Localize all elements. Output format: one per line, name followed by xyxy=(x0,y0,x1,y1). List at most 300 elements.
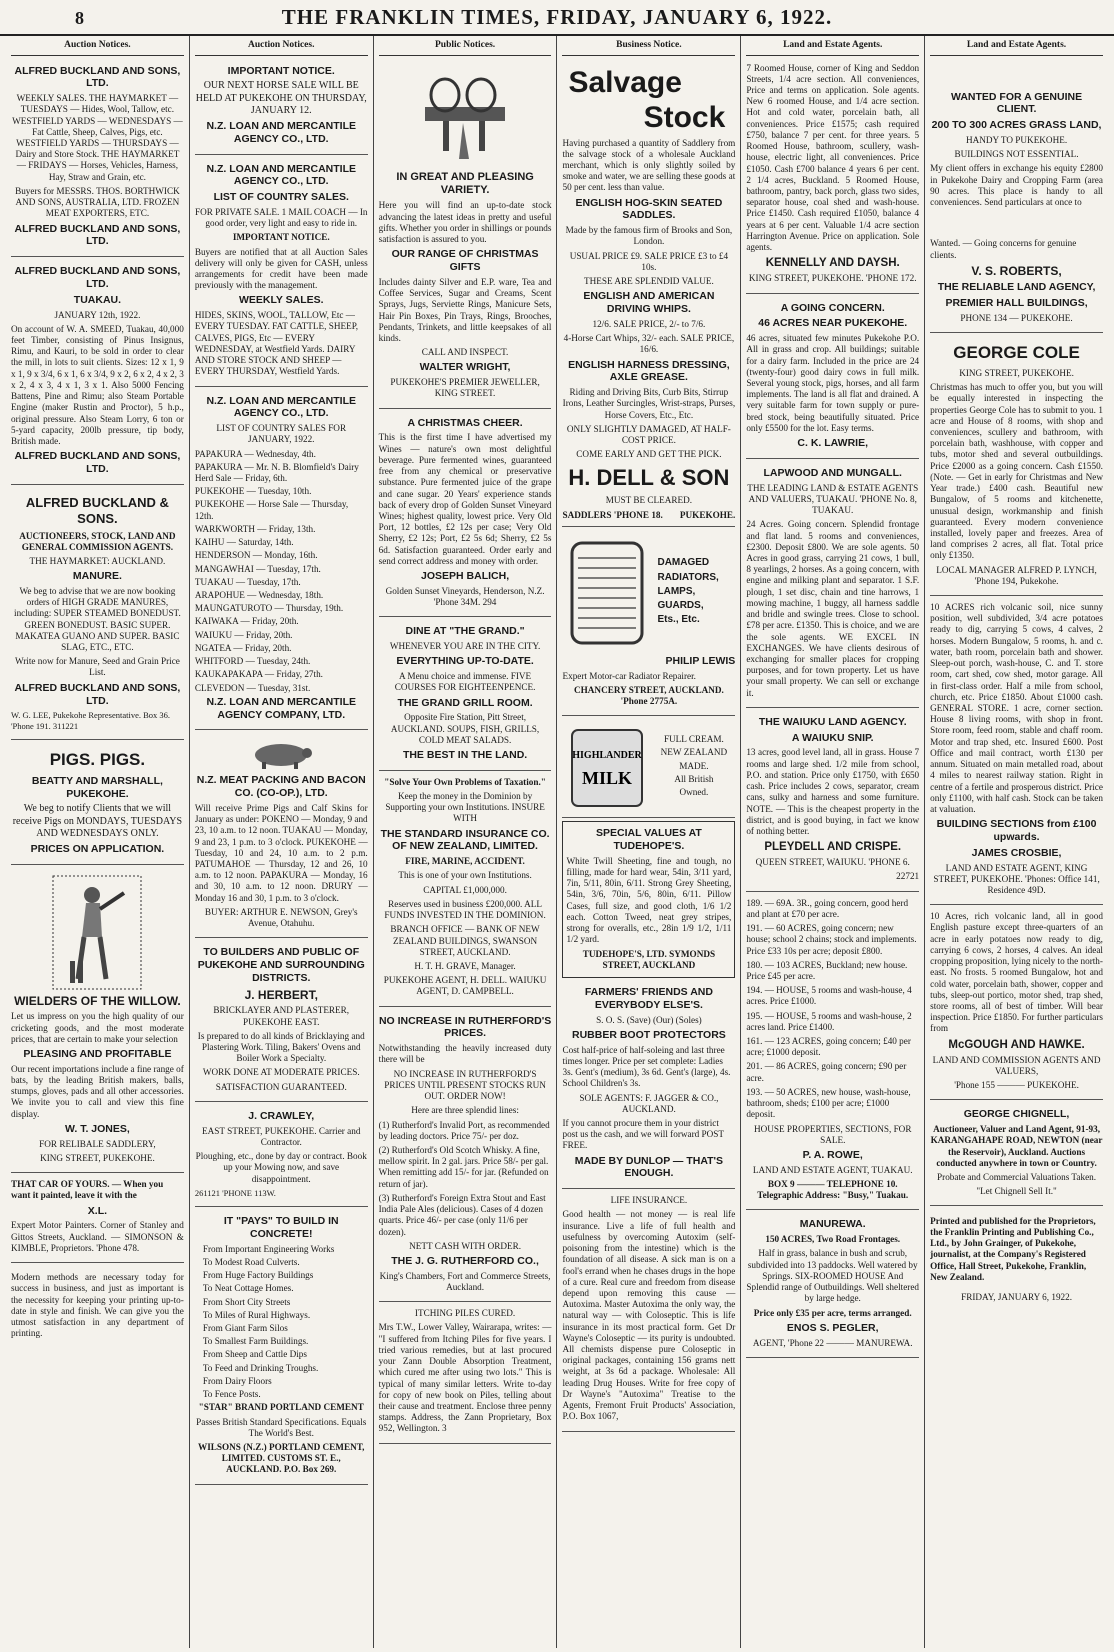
list-item: 193. — 50 ACRES, new house, wash-house, bathroom, sheds; £100 per acre; £1000 deposit. xyxy=(746,1086,911,1120)
ad-body: We beg to notify Clients that we will receive Pigs on MONDAYS, TUESDAYS AND WEDNESDAYS ONLY. xyxy=(12,803,183,839)
mcgough-ad xyxy=(930,908,1103,1100)
list-item: KAIHU — Saturday, 14th. xyxy=(194,537,294,548)
list-item: (1) Rutherford's Invalid Port, as recommended by leading doctors. Price 75/- per doz. xyxy=(378,1119,550,1141)
column-land-agents-2 xyxy=(925,36,1108,1648)
ad-signature: THE J. G. RUTHERFORD CO., xyxy=(391,1254,539,1267)
list-item: KAIWAKA — Friday, 20th. xyxy=(194,616,299,627)
ad-branch: BRANCH OFFICE — BANK OF NEW ZEALAND BUILDINGS, SWANSON STREET, AUCKLAND. xyxy=(390,924,540,957)
meat-packing-ad xyxy=(195,733,368,938)
ad-body: Buyers are notified that at all Auction Sales delivery will only be given for CASH, unless arrangements for credit have been made previously with the management. xyxy=(194,246,368,291)
milk-list xyxy=(652,734,735,800)
ad-address: Opposite Fire Station, Pitt Street, AUCKLAND. SOUPS, FISH, GRILLS, COLD MEAT SALADS. xyxy=(390,712,540,745)
list-item: NEW ZEALAND xyxy=(660,747,728,758)
list-item: FULL CREAM. xyxy=(663,734,724,745)
milk-ad xyxy=(562,719,735,818)
column-business-notice xyxy=(557,36,741,1648)
list-item: WARKWORTH — Friday, 13th. xyxy=(194,523,316,534)
list-item: 189. — 69A. 3R., going concern, good herd and plant at £70 per acre. xyxy=(746,897,909,919)
ad-ref: 22721 xyxy=(896,871,920,882)
stock-heading: Stock xyxy=(643,101,726,135)
ad-body: Expert Motor Painters. Corner of Stanley and Gittos Streets, Auckland. — SIMONSON & KIMBLE, Proprietors. 'Phone 478. xyxy=(11,1220,184,1253)
ad-firm: BEATTY AND MARSHALL, PUKEKOHE. xyxy=(31,774,163,800)
ad-body: Is prepared to do all kinds of Bricklaying and Plastering Work. Tiling, Bakers' Ovens and Boiler Work a Specialty. xyxy=(197,1030,365,1064)
cricketer-illustration xyxy=(52,875,142,990)
ad-building: PREMIER HALL BUILDINGS, xyxy=(945,297,1088,310)
column-header: Public Notices. xyxy=(379,36,552,56)
ad-heading: ENGLISH AND AMERICAN DRIVING WHIPS. xyxy=(583,290,715,316)
ad-signature: WILSONS (N.Z.) PORTLAND CEMENT, LIMITED. CUSTOMS ST. E., AUCKLAND. P.O. Box 269. xyxy=(198,1442,365,1475)
ad-company: THE STANDARD INSURANCE CO. OF NEW ZEALAND, LIMITED. xyxy=(380,827,550,853)
ad-body: Passes British Standard Specifications. Equals The World's Best. xyxy=(196,1416,367,1438)
ad-body: This is the first time I have advertised my Wines — nature's own most delightful beverage. Pure fermented wines, guaranteed free from any chemical or preservative substance. Pure fermented juice of the grape and cane sugar. 20 Years' experience stands back of every drop of Golden Sunset Vineyard Wines; highest quality, lowest price. Very Old Port, 12 bottles, £2 12s per case; Very Old Sherry, £2 12s; Port, £2 5s 6d; Sherry, £2 5s 6d. Satisfaction guaranteed. Order early and send correct address and money with order. xyxy=(378,432,552,566)
ad-slogan: "Let Chignell Sell It." xyxy=(976,1186,1057,1197)
list-item: 180. — 103 ACRES, Buckland; new house. Price £45 per acre. xyxy=(746,959,908,981)
radiator-illustration xyxy=(562,533,657,653)
ad-address: King's Chambers, Fort and Commerce Streets, Auckland. xyxy=(379,1270,551,1292)
ad-wanted: Wanted. — Going concerns for genuine clients. xyxy=(930,238,1077,260)
ad-body: OUR NEXT HORSE SALE WILL BE HELD AT PUKEKOHE ON THURSDAY, JANUARY 12. xyxy=(195,80,367,116)
ad-value: THESE ARE SPLENDID VALUE. xyxy=(583,276,714,287)
column-header: Auction Notices. xyxy=(11,36,184,56)
ad-properties: HOUSE PROPERTIES, SECTIONS, FOR SALE. xyxy=(754,1123,912,1145)
ad-body: Will receive Prime Pigs and Calf Skins for January as under: POKENO — Monday, 9 and 23, 10 a.m. to 12 noon. TUAKAU — Monday, 9 and 23, 1 p.m. to 3 o'clock. PUKEKOHE — Tuesday, 10 and 24, 10 a.m. to 2 p.m. PATUMAHOE — Thursday, 12 and 26, 10 a.m. to 12 noon. PAPAKURA — Monday, 16 and 30, 10 a.m. to 12 noon. DRURY — Monday 16 and 30, 1 p.m. to 3 o'clock. xyxy=(194,802,368,903)
ad-title: TO BUILDERS AND PUBLIC OF PUKEKOHE AND SURROUNDING DISTRICTS. xyxy=(197,946,365,984)
ad-signature: PHILIP LEWIS xyxy=(665,654,736,667)
ad-room: THE GRAND GRILL ROOM. xyxy=(397,696,533,709)
cricket-ad xyxy=(11,868,184,1173)
ad-weekly-body: HIDES, SKINS, WOOL, TALLOW, Etc — EVERY TUESDAY. FAT CATTLE, SHEEP, CALVES, PIGS, Etc — EVERY WEDNESDAY, at Westfield Yards. DAIRY AND STORE STOCK AND SHEEP — EVERY THURSDAY, Westfield Yards. xyxy=(194,310,359,377)
ad-weekly: WEEKLY SALES. xyxy=(238,294,324,307)
ad-phone: AGENT, 'Phone 22 ——— MANUREWA. xyxy=(752,1337,913,1348)
ten-acres-ad xyxy=(930,599,1103,905)
ad-title: LAPWOOD AND MUNGALL. xyxy=(763,466,902,479)
ad-signature: V. S. ROBERTS, xyxy=(971,263,1062,278)
dell-heading: H. DELL & SON xyxy=(568,464,730,490)
carrier-ad xyxy=(195,1105,368,1207)
ad-body: 46 acres, situated few minutes Pukekohe P.O. All in grass and crop. All buildings; suitable for a dairy farm. Included in the price are 24 (twenty-four) good dairy cows in full milk. Several young stock, pigs, horses, and all farm implements. The land is all flat and drained. A very suitable farm for town supply or pure-bred stock, being beautifully situated. Price only £5500 for the lot. Easy terms. xyxy=(746,333,920,433)
ad-name: J. CRAWLEY, xyxy=(248,1109,315,1122)
masthead xyxy=(0,0,1114,36)
list-item: LAMPS, xyxy=(657,585,696,597)
ad-phone: 261121 'PHONE 113W. xyxy=(194,1187,276,1198)
ad-heading: OUR RANGE OF CHRISTMAS GIFTS xyxy=(391,248,539,274)
builders-ad xyxy=(195,941,368,1102)
list-item: From Huge Factory Buildings xyxy=(202,1270,314,1281)
tudehope-ad xyxy=(562,821,735,978)
list-item: Ets., Etc. xyxy=(657,614,700,626)
ad-body: Riding and Driving Bits, Curb Bits, Stirrup Irons, Leather Surcingles, Wrist-straps, Purses, Horse Covers, Etc., Etc. xyxy=(562,387,736,420)
ad-body: White Twill Sheeting, fine and tough, no filling, made for hard wear, 54in, 3/11 yard, 7in, 5/11, 80in, 6/11. Strong Grey Sheeting, 54in, 3/6, 70in, 5/6, 80in, 6/11. Pillow Cases, full size, and good cloth, 1/6 1/2 each. Cotton Tweed, neat grey stripes, strong for overalls, etc., 28in 1/9 1/2, 1/11 1/2 yard. xyxy=(566,855,732,945)
ad-address: QUEEN STREET, WAIUKU. 'PHONE 6. xyxy=(755,857,910,868)
ad-body: My client offers in exchange his equity £2800 in Pukekohe Dairy and Cropping Farm (area 90 acres. This place is handy to all conveniences. Send particulars at once to xyxy=(930,163,1103,208)
ad-list-heading: LIST OF COUNTRY SALES. xyxy=(213,191,349,204)
ad-place: TUAKAU. xyxy=(73,293,122,306)
ad-left: SADDLERS 'PHONE 18. xyxy=(562,509,663,520)
ad-phone: 'Phone 155 ——— PUKEKOHE. xyxy=(954,1080,1079,1091)
ad-subtitle: THE LEADING LAND & ESTATE AGENTS AND VALUERS, TUAKAU. 'PHONE No. 8, TUAKAU. xyxy=(747,482,919,516)
ad-heading: EVERYTHING UP-TO-DATE. xyxy=(396,655,534,668)
printer-imprint xyxy=(930,1216,1103,1304)
ad-title: WANTED FOR A GENUINE CLIENT. xyxy=(951,90,1083,116)
list-item: PAPAKURA — Wednesday, 4th. xyxy=(194,448,316,459)
ad-body: We beg to advise that we are now booking orders of HIGH GRADE MANURES, including: SUPER STEAMED BONEDUST. GREEN BONEDUST. BASIC SUPER. MAKATEA GUANO AND SUPER. BASIC SLAG, ETC., ETC. xyxy=(14,585,181,653)
ad-title: WIELDERS OF THE WILLOW. xyxy=(14,993,181,1008)
ad-capital: CAPITAL £1,000,000. xyxy=(423,884,507,895)
ad-manager: H. T. H. GRAVE, Manager. xyxy=(414,961,516,971)
ad-private-sale: FOR PRIVATE SALE. 1 MAIL COACH — In good order, very light and easy to ride in. xyxy=(194,206,368,229)
wine-ad xyxy=(379,412,552,618)
list-item: To Neat Cottage Homes. xyxy=(202,1283,294,1294)
going-concern-ad xyxy=(746,297,919,459)
piles-ad xyxy=(379,1305,552,1443)
ad-body: WEEKLY SALES. THE HAYMARKET — TUESDAYS — Hides, Wool, Tallow, etc. WESTFIELD YARDS — WEDNESDAYS — Fat Cattle, Sheep, Calves, Pigs, etc. WESTFIELD YARDS — THURSDAYS — Dairy and Store Stock. THE HAYMARKET — FRIDAYS — Horses, Vehicles, Harness, Hay, Straw and Grain, etc. xyxy=(12,93,183,182)
ad-signature: N.Z. LOAN AND MERCANTILE AGENCY CO., LTD. xyxy=(206,119,356,145)
ad-body: 10 Acres, rich volcanic land, all in good English pasture except three-quarters of an acre in early potatoes now ready to dig, carrying 6 cows, 2 horses, 4 calves. An ideal cropping proposition, lying nicely to the north-east. No frosts. 5 roomed Bungalow, hot and cold water, porcelain bath, shower, copper and tubs, sleep-out portico, motor shed, trap shed, store rooms, all of best of timber. Will bear inspection. Price £1850. For further particulars from xyxy=(930,911,1103,1034)
ad-signature: ALFRED BUCKLAND AND SONS, LTD. xyxy=(14,450,181,475)
ad-types: FIRE, MARINE, ACCIDENT. xyxy=(405,856,525,867)
list-item: PAPAKURA — Mr. N. B. Blomfield's Dairy Herd Sale — Friday, 6th. xyxy=(194,461,359,484)
pig-illustration xyxy=(246,740,316,770)
list-item: HENDERSON — Monday, 16th. xyxy=(194,550,318,561)
ad-title: LIFE INSURANCE. xyxy=(610,1195,688,1206)
ad-address: THE HAYMARKET: AUCKLAND. xyxy=(29,555,166,566)
ad-heading: RUBBER BOOT PROTECTORS xyxy=(571,1028,726,1041)
list-item: DAMAGED xyxy=(657,557,710,569)
rutherford-ad xyxy=(379,1010,552,1303)
salvage-heading: Salvage xyxy=(568,65,682,99)
country-sales-notice xyxy=(195,158,368,387)
list-item: From Sheep and Cattle Dips xyxy=(202,1349,307,1360)
ad-saddlery: FOR RELIBALE SADDLERY, xyxy=(39,1138,156,1149)
ad-title: ALFRED BUCKLAND AND SONS, LTD. xyxy=(14,64,181,90)
ad-title: MANUREWA. xyxy=(799,1218,866,1231)
ad-title: NO INCREASE IN RUTHERFORD'S PRICES. xyxy=(378,1014,552,1040)
ad-signature: W. T. JONES, xyxy=(65,1122,130,1135)
ad-body: 7 Roomed House, corner of King and Seddon Streets, 1/4 acre section. All conveniences, Price and terms on application. Sole agents. New 6 roomed House, and 1/4 acre section. Hot and cold water, porcelain bath, all conveniences. Price £1575; cash required £750, balance 7 per cent. for three years. 5 Roomed House, bathroom, scullery, wash-house, electric light, all conveniences. Price £1050. Cash £700 balance 4 years 6 per cent. 2 1/4 acres, Buckland. 5 Roomed House, bathroom, pantry, back porch, glass two sides, separator house, coal shed and wash-house. Price £1450. Cash required £1050, balance 4 years at 6 per cent. Valuable 1/4 acre section Harrington Avenue. Price on application. Sole agents. xyxy=(746,62,920,253)
list-item: All British xyxy=(674,773,714,784)
listings-ad xyxy=(746,895,919,1211)
ad-prices: PRICES ON APPLICATION. xyxy=(30,842,165,855)
ad-name: J. HERBERT, xyxy=(244,987,318,1002)
ad-title: McGOUGH AND HAWKE. xyxy=(948,1038,1085,1051)
list-item: WHITFORD — Tuesday, 24th. xyxy=(194,656,311,667)
list-item: RADIATORS, xyxy=(657,571,719,583)
ad-subtitle: LAND AND ESTATE AGENT, TUAKAU. xyxy=(752,1164,913,1175)
ad-subtitle: LAND AND COMMISSION AGENTS AND VALUERS, xyxy=(932,1054,1101,1076)
ad-reserves: Reserves used in business £200,000. ALL FUNDS INVESTED IN THE DOMINION. xyxy=(384,898,546,921)
ad-title: GEORGE CHIGNELL, xyxy=(963,1108,1070,1121)
list-item: From Giant Farm Silos xyxy=(202,1323,288,1334)
ad-right: PUKEKOHE. xyxy=(679,509,736,520)
ad-list-heading: LIST OF COUNTRY SALES FOR JANUARY, 1922. xyxy=(216,423,347,445)
list-item: MANGAWHAI — Tuesday, 17th. xyxy=(194,563,321,574)
ad-title: N.Z. LOAN AND MERCANTILE AGENCY CO., LTD. xyxy=(206,162,356,188)
ad-nett: NETT CASH WITH ORDER. xyxy=(409,1240,522,1251)
ad-subtitle: LAND AND ESTATE AGENT, KING STREET, PUKEKOHE. 'Phones: Office 141, Residence 49D. xyxy=(933,862,1100,896)
sos-ad xyxy=(562,981,735,1189)
ad-date: JANUARY 12th, 1922. xyxy=(54,309,141,320)
ad-body: 10 ACRES rich volcanic soil, nice sunny position, well subdivided, 3/4 acre potatoes ready to dig, carrying 5 cows, 4 calves, 2 horses. Modern Bungalow, 5 rooms, h. and c. water, bath room, porcelain bath and shower. Sleep-out porch, wash-house, C. and T. store room, cart shed, cow shed, motor garage. All in first-class order. Half a mile from school, church, etc. Price £1850. About £1000 cash. GENERAL STORE. 1 acre, corner section. House 8 living rooms, with shop in front. Store room, feed room, stable and chaff room. Motor and trap shed, etc. Insured £600. Post Office and mail contract, worth £130 per annum. Situated on main metalled road, about 4 miles to nearest railway station. Right in centre of a fertile and prosperous district. Price only £1100, with half cash. Stock can be taken at valuation. xyxy=(930,602,1103,814)
ad-body: Cost half-price of half-soleing and last three times longer. Price per set complete: Ladies 3s. Gent's (medium), 3s 6d. Gent's (large), 4s. School Children's 3s. xyxy=(562,1044,731,1089)
ad-body: Keep the money in the Dominion by Supporting your own Institutions. INSURE WITH xyxy=(385,791,545,824)
ad-body: Includes dainty Silver and E.P. ware, Tea and Coffee Services, Sugar and Creams, Scent Sprays, Jugs, Serviette Rings, Manicure Sets, Hair Pin Boxes, Pin Trays, Rings, Brooches, Pendants, Trinkets, and little keepsakes of all kinds. xyxy=(378,276,552,343)
ad-subtitle: BRICKLAYER AND PLASTERER, PUKEKOHE EAST. xyxy=(213,1005,350,1027)
radiator-ad xyxy=(562,530,735,716)
horse-sale-notice xyxy=(195,60,368,155)
ad-subtitle: 46 ACRES NEAR PUKEKOHE. xyxy=(758,317,908,330)
ad-title: ALFRED BUCKLAND & SONS. xyxy=(25,494,169,526)
ad-phone: PHONE 134 — PUKEKOHE. xyxy=(960,312,1073,323)
timber-sale-ad xyxy=(11,260,184,485)
list-item: To Feed and Drinking Troughs. xyxy=(202,1362,319,1373)
list-item: NGATEA — Friday, 20th. xyxy=(194,642,292,653)
ad-body: A Menu choice and immense. FIVE COURSES FOR EIGHTEENPENCE. xyxy=(394,671,536,693)
list-item: 201. — 86 ACRES, going concern; £90 per acre. xyxy=(746,1061,907,1083)
ad-title: IT "PAYS" TO BUILD IN CONCRETE! xyxy=(223,1215,339,1240)
list-item: PUKEKOHE — Tuesday, 10th. xyxy=(194,486,312,497)
ad-title: IN GREAT AND PLEASING VARIETY. xyxy=(396,170,534,196)
imprint-date: FRIDAY, JANUARY 6, 1922. xyxy=(961,1292,1073,1303)
column-public-notices xyxy=(374,36,558,1648)
concrete-list xyxy=(195,1244,368,1401)
milk-row xyxy=(562,722,735,812)
list-item: From Dairy Floors xyxy=(202,1375,272,1386)
ad-agents: SOLE AGENTS: F. JAGGER & CO., AUCKLAND. xyxy=(579,1092,719,1114)
ad-price: Price only £35 per acre, terms arranged. xyxy=(753,1307,912,1318)
milk-label: HIGHLANDER xyxy=(572,750,643,762)
lapwood-ad xyxy=(746,462,919,708)
ad-body: Let us impress on you the high quality of our cricketing goods, and the most moderate prices, that are certain to make your selection xyxy=(11,1011,184,1044)
ad-address: KING STREET, PUKEKOHE. 'PHONE 172. xyxy=(748,273,917,284)
ad-signature: P. A. ROWE, xyxy=(802,1149,863,1162)
ad-title: THE WAIUKU LAND AGENCY. xyxy=(758,715,907,728)
ad-title: A GOING CONCERN. xyxy=(780,301,885,314)
ad-heading: A WAIUKU SNIP. xyxy=(791,731,874,744)
ad-body: Auctioneer, Valuer and Land Agent, 91-93, KARANGAHAPE ROAD, NEWTON (near the Reservoir), Auckland. Auctions conducted anywhere in town or Country. xyxy=(930,1124,1103,1168)
ad-body: Notwithstanding the heavily increased duty there will be xyxy=(378,1043,552,1065)
ad-signature: ALFRED BUCKLAND AND SONS, LTD. xyxy=(14,222,181,248)
ad-cart: 4-Horse Cart Whips, 32/- each. SALE PRICE, 16/6. xyxy=(563,333,735,355)
buckland-weekly-sales-ad xyxy=(11,60,184,258)
ad-dunlop: MADE BY DUNLOP — THAT'S ENOUGH. xyxy=(574,1154,724,1180)
list-item: 191. — 60 ACRES, going concern; new house; school 2 chains; stock and implements. Price £33 10s per acre; deposit £800. xyxy=(746,923,917,956)
ad-body: Mrs T.W., Lower Valley, Wairarapa, writes: — "I suffered from Itching Piles for five years. I tried various remedies, but at last procured your Zann Double Absorption Treatment, which cured me after using two lots." This is typical of many similar letters. Write to-day for copy of new book on Piles, telling about their cause and treatment. Enclose three penny stamps. Address, the Zann Proprietary, Box 952, Wellington. 3 xyxy=(378,1322,552,1434)
ad-satisfaction: SATISFACTION GUARANTEED. xyxy=(215,1081,347,1092)
ad-title: GEORGE COLE xyxy=(953,343,1080,363)
ad-lines: Here are three splendid lines: xyxy=(411,1105,519,1116)
ad-body2: NO INCREASE IN RUTHERFORD'S PRICES UNTIL PRESENT STOCKS RUN OUT. ORDER NOW! xyxy=(384,1068,546,1102)
concrete-ad xyxy=(195,1210,368,1485)
ad-subtitle: Expert Motor-car Radiator Repairer. xyxy=(562,670,696,681)
list-item: WAIUKU — Friday, 20th. xyxy=(194,629,293,640)
ad-come: COME EARLY AND GET THE PICK. xyxy=(576,449,722,460)
ad-title: FARMERS' FRIENDS AND EVERYBODY ELSE'S. xyxy=(584,986,713,1011)
newspaper-title: THE FRANKLIN TIMES, FRIDAY, JANUARY 6, 1922. xyxy=(281,5,833,29)
pigs-ad xyxy=(11,743,184,865)
ad-signature: JOSEPH BALICH, xyxy=(421,570,510,583)
ad-body: Here you will find an up-to-date stock advancing the latest ideas in pretty and useful gifts. Whether you order in shillings or pounds satisfaction is assured to you. xyxy=(378,200,552,245)
ad-title: N.Z. LOAN AND MERCANTILE AGENCY CO., LTD. xyxy=(206,394,356,420)
list-item: To Fence Posts. xyxy=(202,1389,261,1400)
ad-body: Half in grass, balance in bush and scrub, subdivided into 13 paddocks. Well watered by Springs. SIX-ROOMED HOUSE And Splendid range of Outbuildings. Well sheltered by large hedge. xyxy=(746,1248,920,1304)
life-insurance-ad xyxy=(562,1192,735,1431)
ad-buildings: BUILDINGS NOT ESSENTIAL. xyxy=(954,149,1079,160)
ad-brand: "STAR" BRAND PORTLAND CEMENT xyxy=(198,1402,364,1413)
list-item: 195. — HOUSE, 5 rooms and wash-house, 2 acres land. Price £1400. xyxy=(746,1010,912,1032)
list-item: From Important Engineering Works xyxy=(202,1243,335,1254)
ad-title: A CHRISTMAS CHEER. xyxy=(407,416,523,429)
ad-damaged: ONLY SLIGHTLY DAMAGED, AT HALF-COST PRICE. xyxy=(566,423,731,446)
ad-body: Having purchased a quantity of Saddlery from the salvage stock of a wholesale Auckland merchant, which is only slightly soiled by smoke and water, we are selling these goods at 50 per cent. less than value. xyxy=(562,137,736,193)
ad-signature: TUDEHOPE'S, LTD. SYMONDS STREET, AUCKLAND xyxy=(582,948,716,970)
column-header: Land and Estate Agents. xyxy=(746,36,919,56)
ad-body: 24 Acres. Going concern. Splendid frontage and flat land. 5 rooms and conveniences, £2300. Deposit £800. We are sole agents. 50 Acres in good grass, carrying 21 cows, 1 bull, 8 yearlings, 2 horses. As a going concern, with engine and milking plant and separator. 1 S.F. plough, 1 set disc, chain and tine harrows, 1 mowing machine, 1 buggy, all harness saddle and bridle and swingle trees. Close to school. £78 per acre. £1350. This is choice, and we are the sole agents. WE EXCEL IN EXCHANGES. We have clients desirous of exchanging for smaller places for cropping purposes, and for town property. Let us have your small property. We can sell or exchange it. xyxy=(746,519,920,698)
ad-body: Our recent importations include a fine range of bats, by the leading British makers, balls, stumps, gloves, pads and all other accessories. We invite you to call and view this fine display. xyxy=(11,1063,184,1119)
milk-label-2: MILK xyxy=(582,768,633,789)
column-auction-notices-2 xyxy=(190,36,374,1648)
column-header: Auction Notices. xyxy=(195,36,368,56)
list-item: To Smallest Farm Buildings. xyxy=(202,1336,309,1347)
ad-body: Made by the famous firm of Brooks and Son, London. xyxy=(565,225,733,247)
ad-subtitle: AUCTIONEERS, STOCK, LAND AND GENERAL COMMISSION AGENTS. xyxy=(19,530,176,552)
ad-acres: 200 TO 300 ACRES GRASS LAND, xyxy=(931,119,1102,132)
ad-representative: W. G. LEE, Pukekohe Representative. Box 36. 'Phone 191. 311221 xyxy=(11,710,171,731)
gifts-illustration xyxy=(415,67,515,167)
ad-title: N.Z. MEAT PACKING AND BACON CO. (CO-OP.), LTD. xyxy=(196,774,366,800)
ad-post: If you cannot procure them in your district post us the cash, and we will forward POST FREE. xyxy=(562,1117,724,1151)
ad-title: KENNELLY AND DAYSH. xyxy=(765,257,900,270)
column-header: Business Notice. xyxy=(562,36,735,56)
ad-heading: ENGLISH HOG-SKIN SEATED SADDLES. xyxy=(575,196,723,222)
ad-title: IMPORTANT NOTICE. xyxy=(227,64,335,77)
ad-signature: JAMES CROSBIE, xyxy=(971,846,1062,859)
radiator-list xyxy=(657,557,718,628)
ad-call: CALL AND INSPECT. xyxy=(421,347,509,358)
list-item: CLEVEDON — Tuesday, 31st. xyxy=(194,682,311,693)
insurance-ad xyxy=(379,774,552,1007)
ad-address: EAST STREET, PUKEKOHE. Carrier and Contractor. xyxy=(202,1125,361,1147)
dell-footer xyxy=(562,510,735,521)
ad-body: On account of W. A. SMEED, Tuakau, 40,000 feet Timber, consisting of Pinus Insignus, Rimu, and Kauri, to be sold in order to clear the mill, in lots to suit clients. Sizes: 12 x 1, 9 x 1, 9 x 3/4, 6 x 1, 6 x 3/4, 9 x 2, 6 x 2, 4 x 2, 3 x 2, 4 x 3, 4 x 1, 3 x 1. Also 5000 Fencing Battens, Pine and Rimu; also Steam Portable Engine (maker Rustin and Proctor), 5 h.p., original pressure. Also Steam Lorry, 6 ton or 5-yard capacity, 200lb pressure, tip body, British made. xyxy=(11,323,184,446)
list-item: ARAPOHUE — Wednesday, 18th. xyxy=(194,590,324,600)
ad-address: KING STREET, PUKEKOHE. xyxy=(959,367,1074,378)
column-land-agents-1 xyxy=(741,36,925,1648)
george-cole-ad xyxy=(930,336,1103,596)
ad-subtitle: 150 ACRES, Two Road Frontages. xyxy=(765,1234,901,1245)
list-item: KAUKAPAKAPA — Friday, 27th. xyxy=(194,669,323,680)
jeweller-ad xyxy=(379,60,552,409)
ad-box: BOX 9 ——— TELEPHONE 10. Telegraphic Address: "Busy," Tuakau. xyxy=(757,1179,909,1201)
ad-probate: Probate and Commercial Valuations Taken. xyxy=(937,1172,1097,1182)
january-sales-list xyxy=(195,390,368,731)
ad-buyer: BUYER: ARTHUR E. NEWSON, Grey's Avenue, Otahuhu. xyxy=(204,906,358,929)
ad-sections: BUILDING SECTIONS from £100 upwards. xyxy=(936,818,1097,843)
manurewa-ad xyxy=(746,1213,919,1357)
ad-subtitle: THE RELIABLE LAND AGENCY, xyxy=(937,281,1096,294)
list-item: MAUNGATUROTO — Thursday, 19th. xyxy=(194,603,344,614)
ad-address: KING STREET, PUKEKOHE. xyxy=(40,1152,155,1163)
radiator-row xyxy=(562,533,735,653)
ad-agents: PUKEKOHE AGENT, H. DELL. WAIUKU AGENT, D. CAMPBELL. xyxy=(383,975,547,997)
list-item: To Miles of Rural Highways. xyxy=(202,1309,311,1320)
ad-body: Good health — not money — is real life insurance. Live a life of full health and usefulness by overcoming Autoxim (self-poisoning from the intestine) which is the foundation of all disease. A sick man is on a fool's errand when he chases drugs in the hope of a cure. Real cure and freedom from disease depend upon removing this cause — Autoxima. Master Autoxima the only way, the natural way — with Coloseptic. This is life insurance in its most practical form. Get Dr Wayne's Coloseptic — its purity is undoubted. All chemists dispense pure Coloseptic in original packages, containing 156 grams nett weight, at 3s 6d a package. Wholesale: All leading Drug Houses. Write for free copy of Dr Wayne's "Autoxima" Treatise to the Agents, Fremont Fruit Products' Association, P.O. Box 1067, xyxy=(562,1209,736,1422)
salvage-stock-ad xyxy=(562,60,735,527)
ad-heading: MANURE. xyxy=(72,570,122,583)
imprint-text: Printed and published for the Proprietors, the Franklin Printing and Publishing Co., Ltd., by John Grainger, of Pukekohe, journalist, at the Company's Registered Office, Hall Street, Pukekohe, Franklin, New Zealand. xyxy=(930,1215,1096,1282)
waiuku-ad xyxy=(746,711,919,892)
ad-signature: WALTER WRIGHT, xyxy=(419,361,511,374)
ad-buyers: Buyers for MESSRS. THOS. BORTHWICK AND SONS, AUSTRALIA, LTD. FROZEN MEAT EXPORTERS, ETC. xyxy=(15,185,180,219)
ad-letters: S. O. S. (Save) (Our) (Soles) xyxy=(596,1014,702,1025)
ad-manager: LOCAL MANAGER ALFRED P. LYNCH, 'Phone 194, Pukekohe. xyxy=(936,564,1097,586)
ad-heading: THAT CAR OF YOURS. — When you want it painted, leave it with the xyxy=(11,1179,164,1201)
grand-ad xyxy=(379,620,552,771)
ad-best: THE BEST IN THE LAND. xyxy=(402,748,528,761)
ad-work: WORK DONE AT MODERATE PRICES. xyxy=(202,1067,360,1078)
ad-own: This is one of your own Institutions. xyxy=(398,870,532,881)
ad-body: Christmas has much to offer you, but you will be equally interested in inspecting the properties George Cole has to submit to you. 1 acre and House of 8 rooms, with shop and conveniences, scullery and bathroom, with porcelain bath, washhouse, with copper and tubs, motor shed and several outbuildings. Price £2000 as a going concern. Cash £1550. (Note. — Get in early for Christmas and New Year trade.) £400 cash. Beautiful new Bungalow, of 5 rooms and kitchenette, unusual design, workmanship and finish guaranteed. Every modern convenience installed, lovely paper and freezes. Area of land comprises 2 acres, all flat. Total price only £1350. xyxy=(930,382,1103,561)
ad-title: ALFRED BUCKLAND AND SONS, LTD. xyxy=(14,265,181,290)
ad-handy: HANDY TO PUKEKOHE. xyxy=(965,134,1068,145)
printing-notice: Modern methods are necessary today for success in business, and just as important is the necessity for keeping your printing up-to-date in style and finish. We can give you the utmost satisfaction in any department of printing. xyxy=(11,1272,184,1339)
ad-body: Ploughing, etc., done by day or contract. Book up your Mowing now, and save disappointment. xyxy=(195,1151,367,1184)
list-item: GUARDS, xyxy=(657,599,704,611)
ad-brand: X.L. xyxy=(87,1204,108,1217)
ad-signature: PLEYDELL AND CRISPE. xyxy=(764,841,902,854)
ad-subtitle: WHENEVER YOU ARE IN THE CITY. xyxy=(389,641,541,652)
ad-address: CHANCERY STREET, AUCKLAND. 'Phone 2775A. xyxy=(574,684,724,707)
list-item: To Modest Road Culverts. xyxy=(202,1256,300,1267)
ad-title: "Solve Your Own Problems of Taxation." xyxy=(384,776,546,787)
ad-price: USUAL PRICE £9. SALE PRICE £3 to £4 10s. xyxy=(569,250,729,272)
manure-ad xyxy=(11,488,184,740)
ad-title: DINE AT "THE GRAND." xyxy=(405,625,525,638)
list-item: (3) Rutherford's Foreign Extra Stout and East India Pale Ales (delicious). Cases of 4 dozen quarts. Price 46/- per case (only 11/6 per dozen). xyxy=(378,1192,546,1237)
ad-title: SPECIAL VALUES AT TUDEHOPE'S. xyxy=(596,827,702,853)
car-painting-ad xyxy=(11,1176,184,1263)
ad-signature: N.Z. LOAN AND MERCANTILE AGENCY COMPANY, LTD. xyxy=(206,695,356,721)
ad-title: ITCHING PILES CURED. xyxy=(414,1308,516,1319)
list-item: 161. — 123 ACRES, going concern; £40 per acre; £1000 deposit. xyxy=(746,1036,911,1058)
ad-address: Golden Sunset Vineyards, Henderson, N.Z. 'Phone 34M. 294 xyxy=(385,585,545,608)
list-item: TUAKAU — Tuesday, 17th. xyxy=(194,576,301,587)
ad-note: Write now for Manure, Seed and Grain Price List. xyxy=(14,656,180,678)
wanted-ad xyxy=(930,60,1103,334)
list-item: From Short City Streets xyxy=(202,1296,291,1307)
kennelly-daysh-ad xyxy=(746,60,919,294)
column-header: Land and Estate Agents. xyxy=(930,36,1103,56)
ad-signature: C. K. LAWRIE, xyxy=(797,437,869,450)
ad-subtitle: PUKEKOHE'S PREMIER JEWELLER, KING STREET. xyxy=(390,377,540,399)
chignell-ad xyxy=(930,1103,1103,1206)
ad-signature: ENOS S. PEGLER, xyxy=(786,1321,879,1334)
ad-price: 12/6. SALE PRICE, 2/- to 7/6. xyxy=(592,318,706,329)
ad-heading: ENGLISH HARNESS DRESSING, AXLE GREASE. xyxy=(568,358,730,384)
column-auction-notices-1 xyxy=(6,36,190,1648)
milk-can-illustration xyxy=(562,722,652,812)
list-item: Owned. xyxy=(679,787,709,798)
ad-signature: ALFRED BUCKLAND AND SONS, LTD. xyxy=(14,681,181,707)
list-item: 194. — HOUSE, 5 rooms and wash-house, 4 acres. Price £1000. xyxy=(746,985,912,1007)
list-item: (2) Rutherford's Old Scotch Whisky. A fine, mellow spirit. In 2 gal. jars. Price 58/- per gal. When remitting add 15/- for jar. (Refunded on return of jar). xyxy=(378,1145,549,1189)
sales-list xyxy=(195,449,368,694)
ad-important: IMPORTANT NOTICE. xyxy=(232,232,330,243)
ad-body: 13 acres, good level land, all in grass. House 7 rooms and large shed. 1/2 mile from school, P.O. and station. Price only £1750, with £650 cash. Price includes 2 cows, separator, cream cans, sulky and harness and some furniture. NOTE. — This is the cheapest property in the district, and is good buying, in fact we know of nothing better. xyxy=(746,747,920,836)
ad-subtitle: MUST BE CLEARED. xyxy=(605,495,693,506)
list-item: MADE. xyxy=(679,760,709,771)
ad-title: PIGS. PIGS. xyxy=(49,750,146,770)
list-item: PUKEKOHE — Horse Sale — Thursday, 12th. xyxy=(194,499,349,521)
